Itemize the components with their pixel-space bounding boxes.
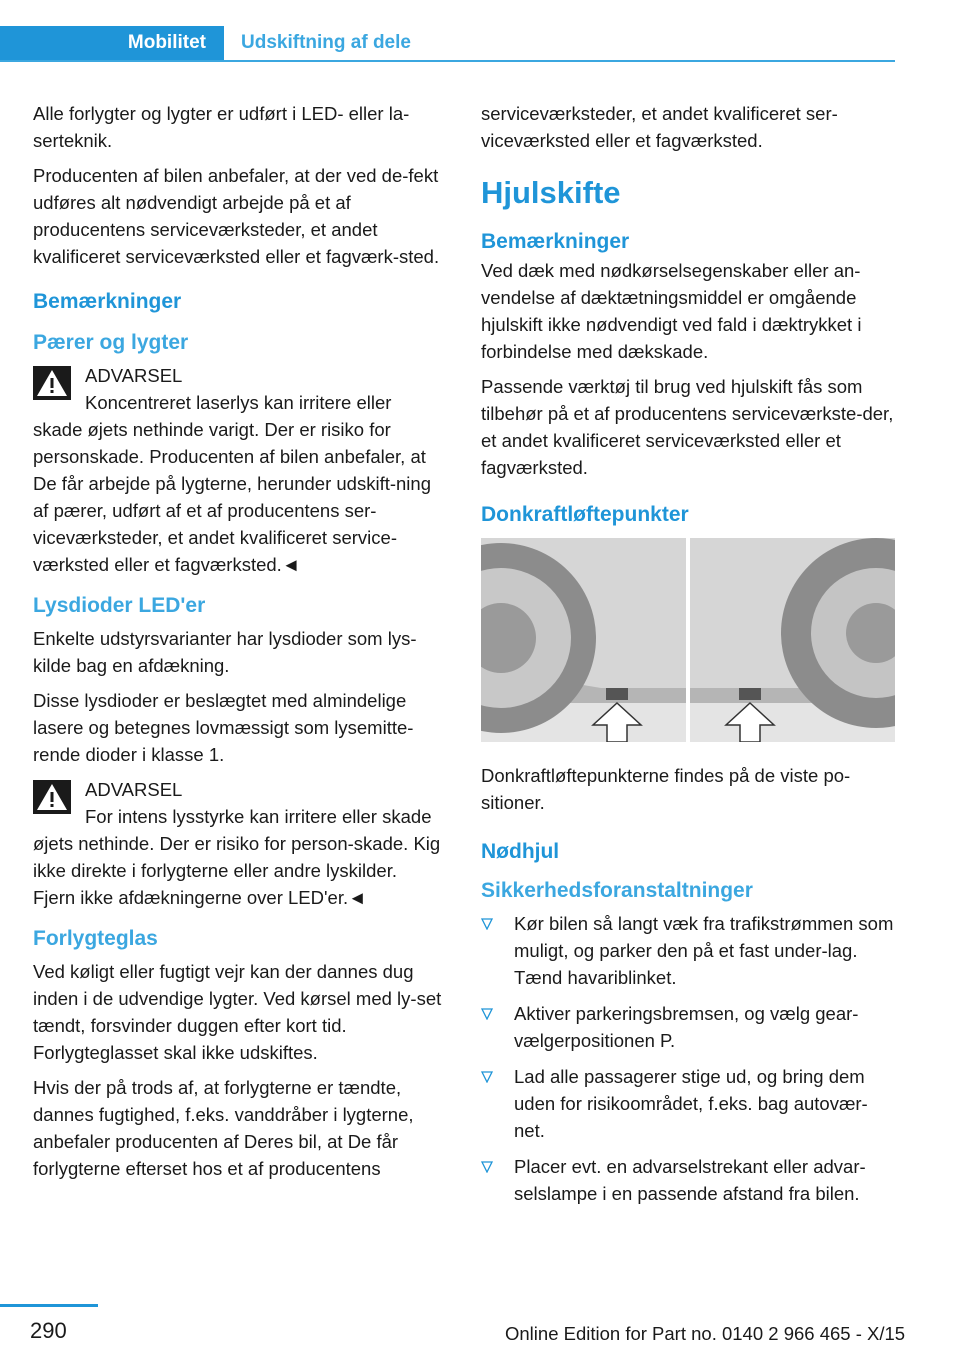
list-item — [481, 1063, 896, 1144]
bullet-triangle-icon — [481, 1008, 493, 1020]
warning-title: ADVARSEL — [85, 365, 183, 386]
warning-text: For intens lysstyrke kan irritere eller skade øjets nethinde. Der er risiko for person-skade. Kig ikke direkte i forlygterne eller andre lyskilder. Fjern ikke afdækningerne over LED'er.◄ — [33, 806, 441, 908]
warning-title: ADVARSEL — [85, 779, 183, 800]
tab-mobilitet[interactable]: Mobilitet — [0, 26, 224, 60]
safety-steps-list — [481, 910, 896, 1207]
page-number-rule — [0, 1304, 98, 1307]
heading-headlight-glass: Forlygteglas — [33, 927, 158, 950]
footer-edition: Online Edition for Part no. 0140 2 966 465 - X/15 — [505, 1323, 906, 1344]
warning-icon — [33, 780, 71, 814]
heading-notes: Bemærkninger — [33, 290, 182, 313]
wheel-paragraph-2: Passende værktøj til brug ved hjulskift fås som tilbehør på et af producentens serviceværkste-der, et andet kvalificeret serviceværksted eller et fagværksted. — [481, 376, 894, 478]
glass-paragraph-1: Ved køligt eller fugtigt vejr kan der dannes dug inden i de udvendige lygter. Ved kørsel med ly-set tændt, forsvinder duggen efter kort tid. Forlygteglasset skal ikke udskiftes. — [33, 961, 442, 1063]
led-paragraph-1: Enkelte udstyrsvarianter har lysdioder som lys-kilde bag en afdækning. — [33, 628, 417, 676]
led-paragraph-2: Disse lysdioder er beslægtet med almindelige lasere og betegnes lovmæssigt som lysemitte-rende dioder i klasse 1. — [33, 690, 414, 765]
header-tabs — [0, 26, 895, 60]
warning-icon — [33, 366, 71, 400]
heading-led: Lysdioder LED'er — [33, 594, 206, 617]
page-number: 290 — [30, 1318, 67, 1343]
warning-block-led — [33, 776, 443, 911]
heading-notes: Bemærkninger — [481, 230, 630, 253]
list-item — [481, 1153, 896, 1207]
right-column — [481, 100, 896, 1216]
continued-paragraph: serviceværksteder, et andet kvalificeret ser-viceværksted eller et fagværksted. — [481, 103, 838, 151]
list-item — [481, 910, 896, 991]
tab-udskiftning[interactable]: Udskiftning af dele — [241, 32, 411, 53]
step-text: Placer evt. en advarselstrekant eller advar-selslampe i en passende afstand fra bilen. — [514, 1156, 866, 1204]
step-text: Lad alle passagerer stige ud, og bring dem uden for risikoområdet, f.eks. bag autovær-net. — [514, 1066, 868, 1141]
heading-jacking-points: Donkraftløftepunkter — [481, 503, 689, 526]
step-text: Kør bilen så langt væk fra trafikstrømmen som muligt, og parker den på et fast under-lag. Tænd havariblinket. — [514, 913, 894, 988]
step-text: Aktiver parkeringsbremsen, og vælg gear-vælgerpositionen P. — [514, 1003, 859, 1051]
wheel-paragraph-1: Ved dæk med nødkørselsegenskaber eller an-vendelse af dæktætningsmiddel er omgående hjulskift ikke nødvendigt ved fald i dæktrykket i forbindelse med dækskade. — [481, 260, 862, 362]
left-column — [33, 100, 443, 1190]
intro-paragraph-2: Producenten af bilen anbefaler, at der ved de-fekt udføres alt nødvendigt arbejde på et af producentens serviceværksteder, et andet kvalificeret serviceværksted eller et fagværk-sted. — [33, 165, 440, 267]
warning-text: Koncentreret laserlys kan irritere eller skade øjets nethinde varigt. Der er risiko for personskade. Producenten af bilen anbefaler, at De får arbejde på lygterne, herunder udskift-ning af pærer, udført af et af producentens ser-viceværksteder, et andet kvalificeret service-værksted eller et fagværksted.◄ — [33, 392, 431, 575]
heading-bulbs: Pærer og lygter — [33, 331, 189, 354]
header-divider — [0, 60, 895, 62]
heading-spare-wheel: Nødhjul — [481, 840, 560, 863]
jacking-points-photo — [481, 538, 895, 742]
warning-block-laser — [33, 362, 443, 578]
bullet-triangle-icon — [481, 1161, 493, 1173]
heading-wheel-change: Hjulskifte — [481, 175, 621, 210]
bullet-triangle-icon — [481, 1071, 493, 1083]
bullet-triangle-icon — [481, 918, 493, 930]
intro-paragraph-1: Alle forlygter og lygter er udført i LED- eller la-serteknik. — [33, 103, 410, 151]
jacking-points-caption: Donkraftløftepunkterne findes på de viste po-sitioner. — [481, 765, 851, 813]
heading-safety: Sikkerhedsforanstaltninger — [481, 879, 753, 902]
list-item — [481, 1000, 896, 1054]
glass-paragraph-2: Hvis der på trods af, at forlygterne er tændte, dannes fugtighed, f.eks. vanddråber i lygterne, anbefaler producenten af Deres bil, at De får forlygterne efterset hos et af producentens — [33, 1077, 414, 1179]
